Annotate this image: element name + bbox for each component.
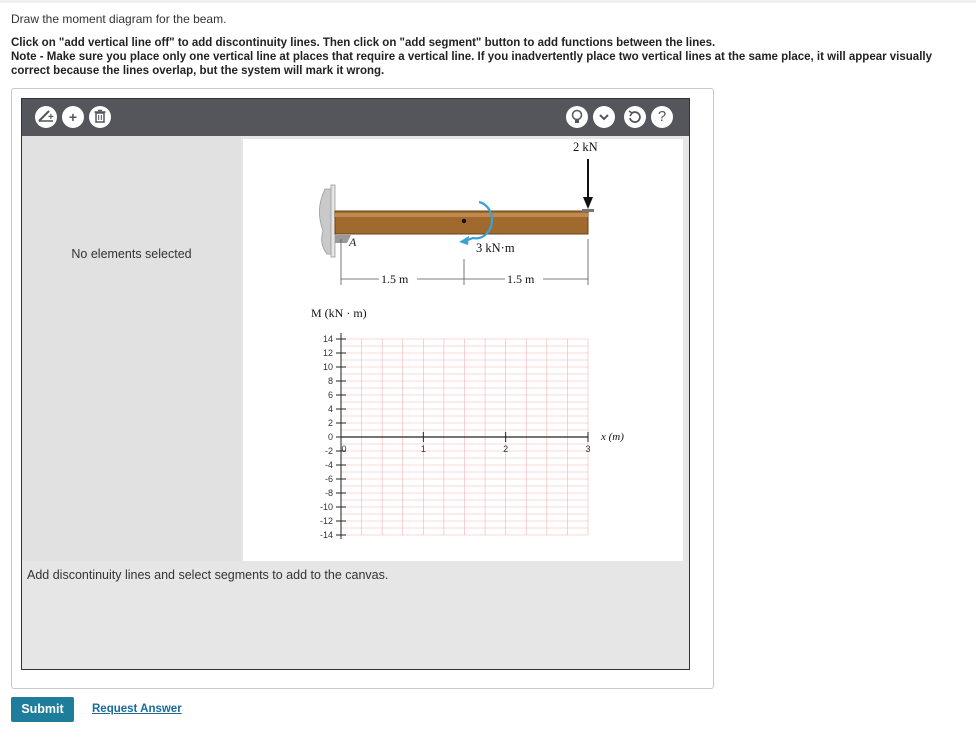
selection-status: No elements selected xyxy=(71,247,192,261)
y-tick-label: 8 xyxy=(327,376,333,386)
vline-plus-glyph: + xyxy=(48,112,54,123)
chevron-down-icon xyxy=(593,115,615,131)
load-plate xyxy=(582,209,594,212)
y-tick-label: -2 xyxy=(324,446,333,456)
add-segment-button[interactable] xyxy=(62,106,84,128)
support-label: A xyxy=(349,235,357,249)
help-icon: ? xyxy=(657,108,667,125)
add-segment-icon: + xyxy=(68,109,78,125)
load-label: 2 kN xyxy=(573,140,598,154)
reset-icon xyxy=(624,115,646,131)
x-tick-label: 2 xyxy=(503,444,509,454)
moment-arrowhead xyxy=(459,236,469,245)
instruction-line-3: correct because the lines overlap, but the system will mark it wrong. xyxy=(11,65,385,77)
y-tick-label: -12 xyxy=(319,516,333,526)
moment-label: 3 kN·m xyxy=(476,241,515,255)
y-tick-label: 2 xyxy=(327,418,333,428)
y-tick-label: 4 xyxy=(327,404,333,414)
question-instructions xyxy=(11,36,961,78)
request-answer-link[interactable]: Request Answer xyxy=(92,703,182,715)
y-tick-label: -10 xyxy=(319,502,333,512)
figure-svg xyxy=(243,139,683,561)
hint-bulb-icon xyxy=(566,115,588,131)
drawing-canvas[interactable] xyxy=(243,139,683,561)
help-button[interactable] xyxy=(651,106,673,128)
x-tick-label: 0 xyxy=(341,444,347,454)
chart-ylabel: M (kN · m) xyxy=(311,306,367,320)
reset-button[interactable] xyxy=(624,106,646,128)
add-vertical-line-icon xyxy=(35,112,57,131)
drawing-tool xyxy=(21,98,690,670)
moment-point xyxy=(462,219,466,223)
bottom-message: Add discontinuity lines and select segments to add to the canvas. xyxy=(27,568,389,582)
x-tick-label: 1 xyxy=(420,444,426,454)
load-arrowhead xyxy=(583,197,593,209)
top-border xyxy=(0,0,976,3)
moment-chart[interactable] xyxy=(320,333,591,540)
y-tick-label: 12 xyxy=(322,348,333,358)
y-tick-label: -8 xyxy=(324,488,333,498)
dim-left-label: 1.5 m xyxy=(381,272,409,286)
y-tick-label: 0 xyxy=(327,432,333,442)
y-tick-label: -14 xyxy=(319,530,333,540)
toolbar xyxy=(22,99,689,136)
instruction-line-1: Click on "add vertical line off" to add discontinuity lines. Then click on "add segment" button to add functions between the lines. xyxy=(11,37,716,49)
y-tick-label: -6 xyxy=(324,474,333,484)
beam-highlight xyxy=(335,213,588,217)
properties-panel xyxy=(22,136,241,561)
hint-button[interactable] xyxy=(566,106,588,128)
dim-right-label: 1.5 m xyxy=(507,272,535,286)
y-tick-label: -4 xyxy=(324,460,333,470)
delete-button[interactable] xyxy=(89,106,111,128)
question-title: Draw the moment diagram for the beam. xyxy=(11,12,227,26)
add-vertical-line-button[interactable] xyxy=(35,106,57,128)
y-tick-label: 6 xyxy=(327,390,333,400)
submit-button[interactable]: Submit xyxy=(11,697,74,722)
y-tick-label: 10 xyxy=(322,362,333,372)
chart-xlabel: x (m) xyxy=(601,431,624,443)
x-tick-label: 3 xyxy=(585,444,591,454)
dimension-lines xyxy=(341,239,588,285)
options-dropdown-button[interactable] xyxy=(593,106,615,128)
trash-icon xyxy=(89,115,111,131)
instruction-line-2: Note - Make sure you place only one vertical line at places that require a vertical line. If you inadvertently place two vertical lines at the same place, it will appear visually xyxy=(11,51,932,63)
y-tick-label: 14 xyxy=(322,334,333,344)
